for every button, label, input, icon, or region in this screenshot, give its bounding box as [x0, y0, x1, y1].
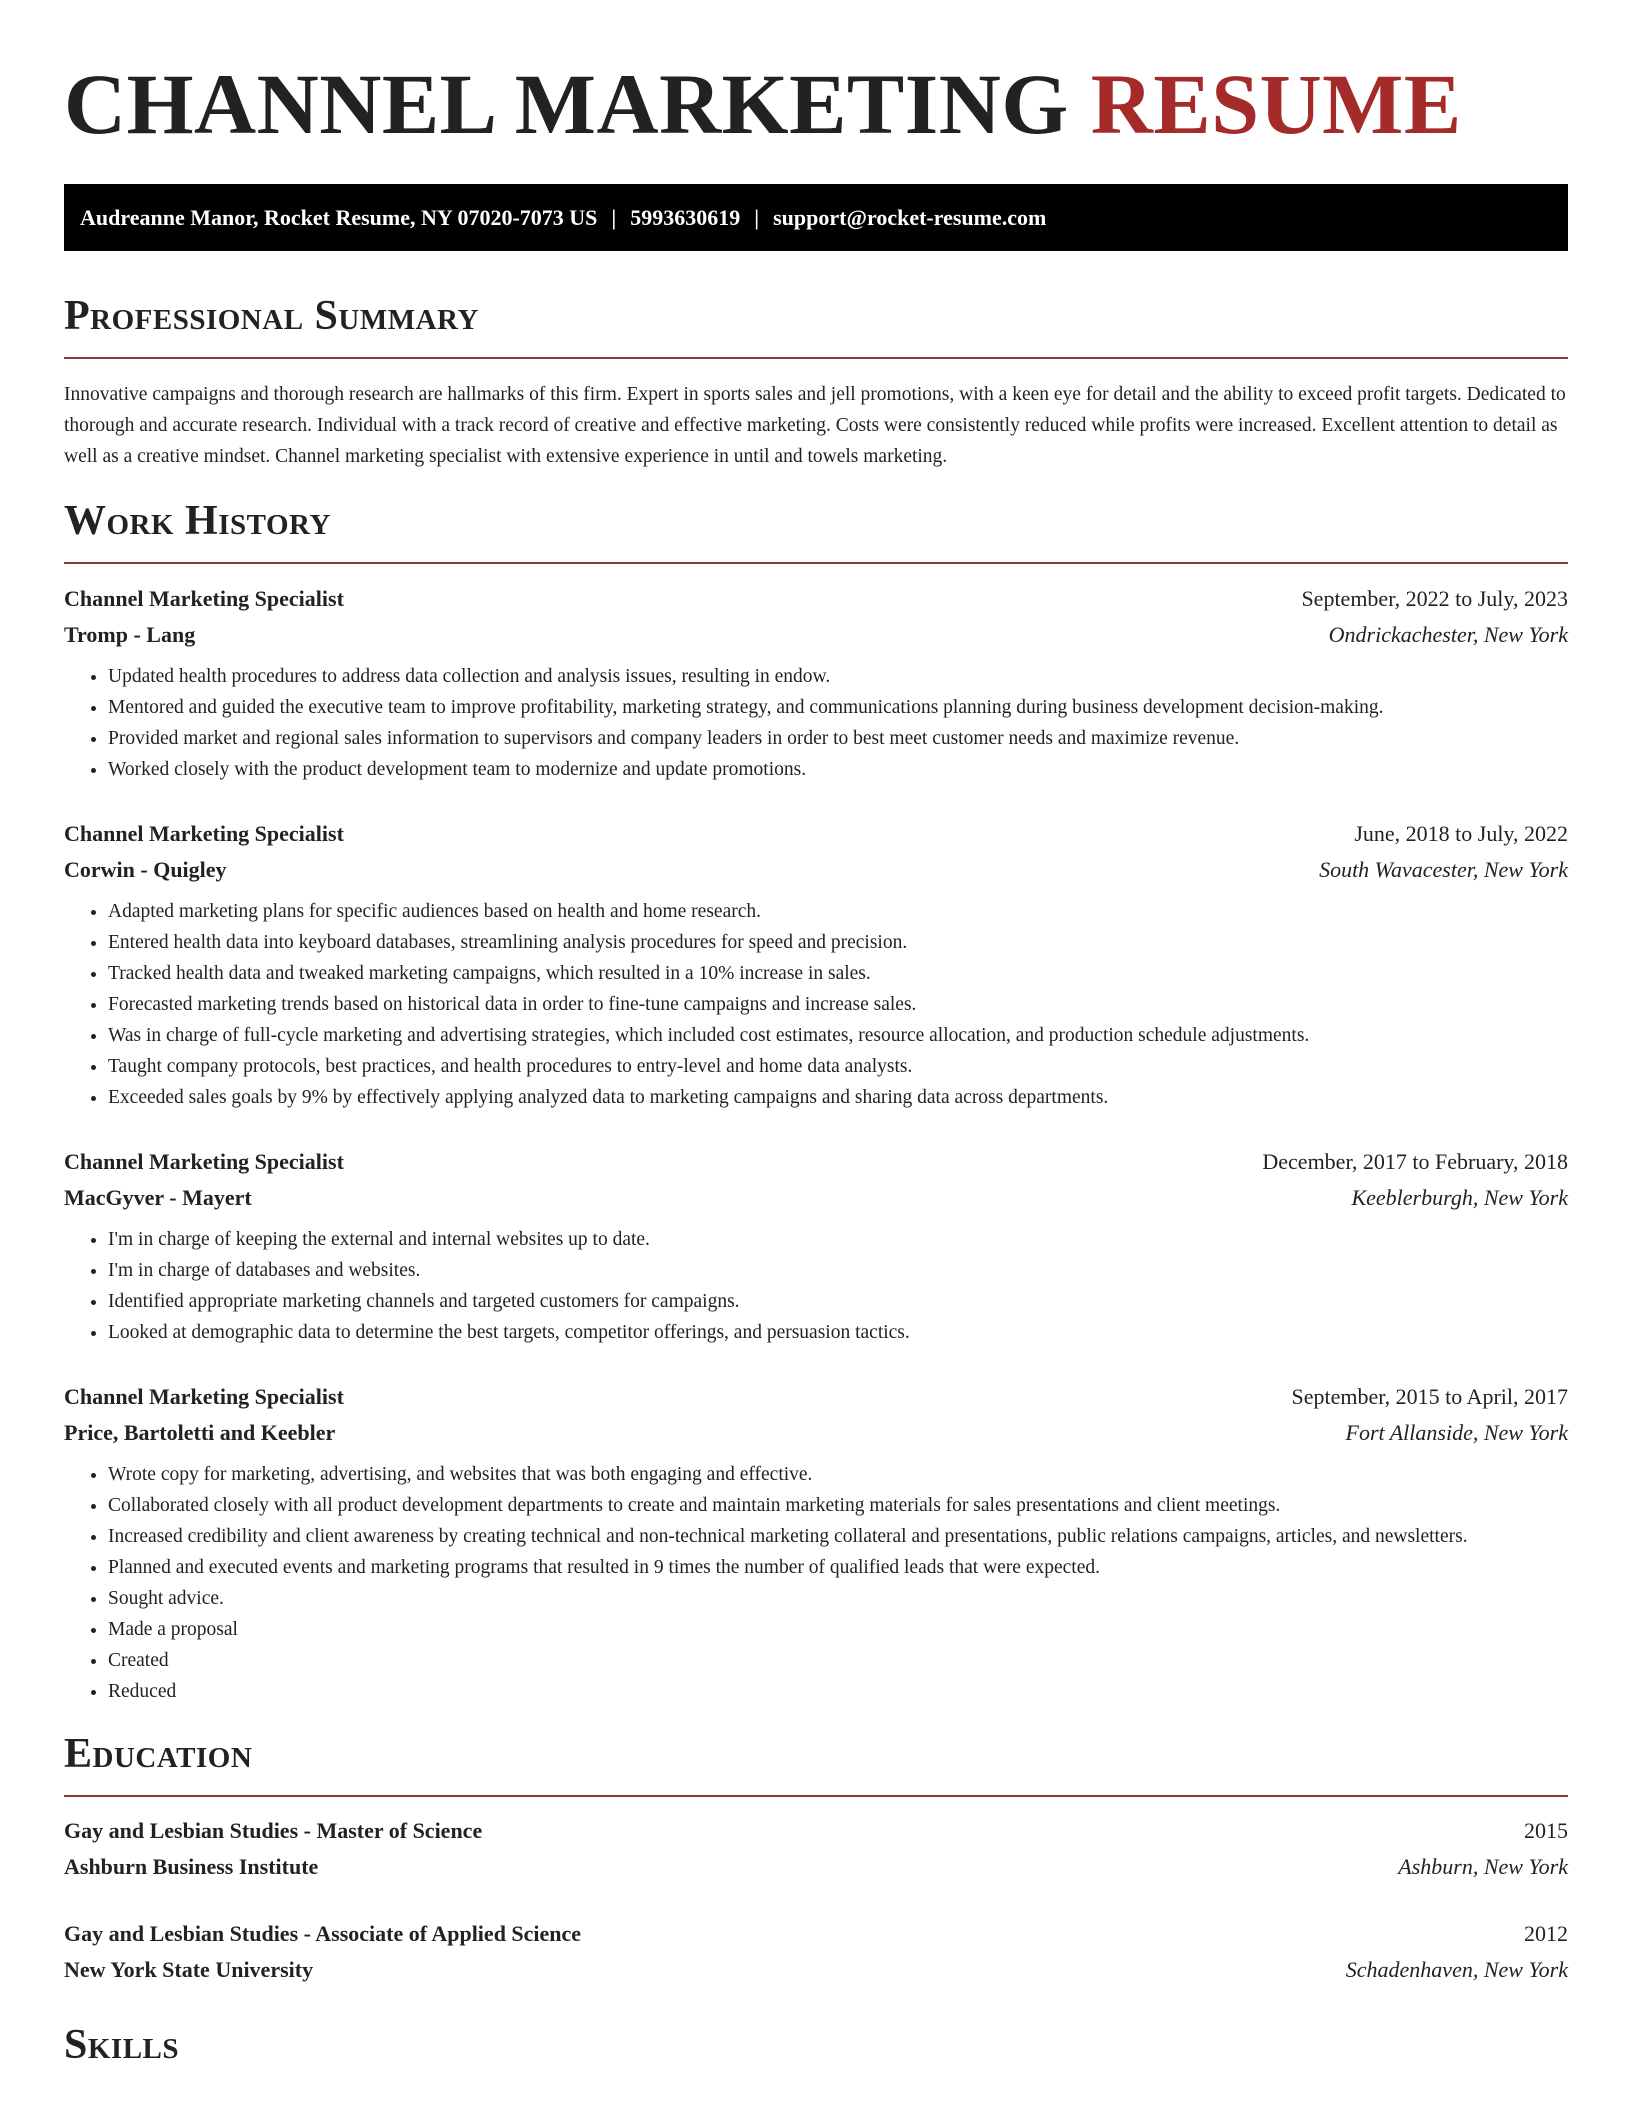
job-bullet: • I'm in charge of keeping the external and internal websites up to date. [108, 1224, 1568, 1255]
job-bullet: • Mentored and guided the executive team to improve profitability, marketing strategy, and communications planning during business development decision-making. [108, 692, 1568, 723]
job-dates: September, 2022 to July, 2023 [1301, 586, 1568, 611]
job-location: Ondrickachester, New York [1328, 622, 1568, 647]
job-bullet: • Made a proposal [108, 1614, 1568, 1645]
education-school-row [64, 1952, 1568, 1988]
job-bullets [64, 1459, 1568, 1707]
job-location: South Wavacester, New York [1319, 857, 1568, 882]
job-company: Corwin - Quigley [64, 857, 227, 882]
job-company: MacGyver - Mayert [64, 1185, 252, 1210]
education-school-row [64, 1849, 1568, 1885]
job-bullet: • Updated health procedures to address data collection and analysis issues, resulting in endow. [108, 661, 1568, 692]
education-degree: Gay and Lesbian Studies - Associate of Applied Science [64, 1921, 582, 1946]
section-heading-work-history: Work History [64, 498, 331, 544]
job-entry [64, 1144, 1568, 1348]
contact-separator: | [611, 205, 617, 230]
summary-text: Innovative campaigns and thorough research are hallmarks of this firm. Expert in sports sales and jell promotions, with a keen eye for detail and the ability to exceed profit targets. Dedicated to thorough and accurate research. Individual with a track record of creative and effective marketing. Costs were consistently reduced while profits were increased. Excellent attention to detail as well as a creative mindset. Channel marketing specialist with extensive experience in until and towels marketing. [64, 384, 1566, 467]
job-bullets [64, 896, 1568, 1113]
job-company: Price, Bartoletti and Keebler [64, 1420, 336, 1445]
job-header-row [64, 816, 1568, 852]
job-header-row [64, 581, 1568, 617]
job-bullet: • Forecasted marketing trends based on historical data in order to fine-tune campaigns and increase sales. [108, 989, 1568, 1020]
job-title: Channel Marketing Specialist [64, 586, 344, 611]
resume-title [64, 0, 1568, 150]
summary-section [64, 289, 1568, 472]
contact-bar [64, 184, 1568, 251]
education-school: New York State University [64, 1957, 314, 1982]
job-dates: June, 2018 to July, 2022 [1354, 821, 1568, 846]
contact-address: Audreanne Manor, Rocket Resume, NY 07020-7073 US [80, 205, 598, 230]
section-divider [64, 357, 1568, 359]
contact-email[interactable]: support@rocket-resume.com [773, 205, 1047, 230]
job-entry [64, 581, 1568, 785]
job-bullet: • Sought advice. [108, 1583, 1568, 1614]
job-company-row [64, 1180, 1568, 1216]
education-section [64, 1727, 1568, 1988]
job-bullet: • Taught company protocols, best practices, and health procedures to entry-level and home data analysts. [108, 1051, 1568, 1082]
job-title: Channel Marketing Specialist [64, 821, 344, 846]
education-year: 2015 [1524, 1818, 1568, 1843]
job-dates: September, 2015 to April, 2017 [1291, 1384, 1568, 1409]
job-company-row [64, 1415, 1568, 1451]
contact-separator: | [754, 205, 760, 230]
job-bullets [64, 1224, 1568, 1348]
job-bullet: • Entered health data into keyboard databases, streamlining analysis procedures for speed and precision. [108, 927, 1568, 958]
job-company-row [64, 617, 1568, 653]
job-entry [64, 1379, 1568, 1707]
job-bullet: • Provided market and regional sales information to supervisors and company leaders in order to best meet customer needs and maximize revenue. [108, 723, 1568, 754]
education-entry [64, 1916, 1568, 1988]
title-accent: RESUME [1090, 56, 1462, 152]
education-header-row [64, 1813, 1568, 1849]
section-heading-skills: Skills [64, 2022, 180, 2068]
job-bullet: • Exceeded sales goals by 9% by effectively applying analyzed data to marketing campaigns and sharing data across departments. [108, 1082, 1568, 1113]
job-bullet: • Reduced [108, 1676, 1568, 1707]
job-bullet: • Tracked health data and tweaked marketing campaigns, which resulted in a 10% increase in sales. [108, 958, 1568, 989]
education-location: Schadenhaven, New York [1345, 1957, 1568, 1982]
education-entry [64, 1813, 1568, 1885]
job-bullet: • I'm in charge of databases and websites. [108, 1255, 1568, 1286]
education-header-row [64, 1916, 1568, 1952]
job-bullet: • Planned and executed events and marketing programs that resulted in 9 times the number of qualified leads that were expected. [108, 1552, 1568, 1583]
job-location: Fort Allanside, New York [1345, 1420, 1568, 1445]
job-title: Channel Marketing Specialist [64, 1384, 344, 1409]
job-bullet: • Was in charge of full-cycle marketing and advertising strategies, which included cost estimates, resource allocation, and production schedule adjustments. [108, 1020, 1568, 1051]
job-company-row [64, 852, 1568, 888]
job-bullet: • Adapted marketing plans for specific audiences based on health and home research. [108, 896, 1568, 927]
job-header-row [64, 1144, 1568, 1180]
section-divider [64, 1795, 1568, 1797]
education-year: 2012 [1524, 1921, 1568, 1946]
job-title: Channel Marketing Specialist [64, 1149, 344, 1174]
job-dates: December, 2017 to February, 2018 [1262, 1149, 1568, 1174]
job-bullets [64, 661, 1568, 785]
job-bullet: • Created [108, 1645, 1568, 1676]
title-main: CHANNEL MARKETING [64, 56, 1069, 152]
section-heading-education: Education [64, 1731, 253, 1777]
resume-page [64, 0, 1568, 2072]
job-bullet: • Collaborated closely with all product development departments to create and maintain marketing materials for sales presentations and client meetings. [108, 1490, 1568, 1521]
section-divider [64, 562, 1568, 564]
education-school: Ashburn Business Institute [64, 1854, 319, 1879]
education-location: Ashburn, New York [1398, 1854, 1568, 1879]
job-bullet: • Increased credibility and client awareness by creating technical and non-technical marketing collateral and presentations, public relations campaigns, articles, and newsletters. [108, 1521, 1568, 1552]
job-header-row [64, 1379, 1568, 1415]
job-company: Tromp - Lang [64, 622, 196, 647]
job-bullet: • Worked closely with the product development team to modernize and update promotions. [108, 754, 1568, 785]
job-entry [64, 816, 1568, 1113]
job-bullet: • Wrote copy for marketing, advertising, and websites that was both engaging and effective. [108, 1459, 1568, 1490]
job-bullet: • Identified appropriate marketing channels and targeted customers for campaigns. [108, 1286, 1568, 1317]
work-history-section [64, 494, 1568, 1707]
job-location: Keeblerburgh, New York [1351, 1185, 1568, 1210]
contact-phone: 5993630619 [630, 205, 741, 230]
job-bullet: • Looked at demographic data to determine the best targets, competitor offerings, and persuasion tactics. [108, 1317, 1568, 1348]
education-degree: Gay and Lesbian Studies - Master of Science [64, 1818, 483, 1843]
skills-section [64, 2018, 1568, 2072]
section-heading-summary: Professional Summary [64, 293, 479, 339]
